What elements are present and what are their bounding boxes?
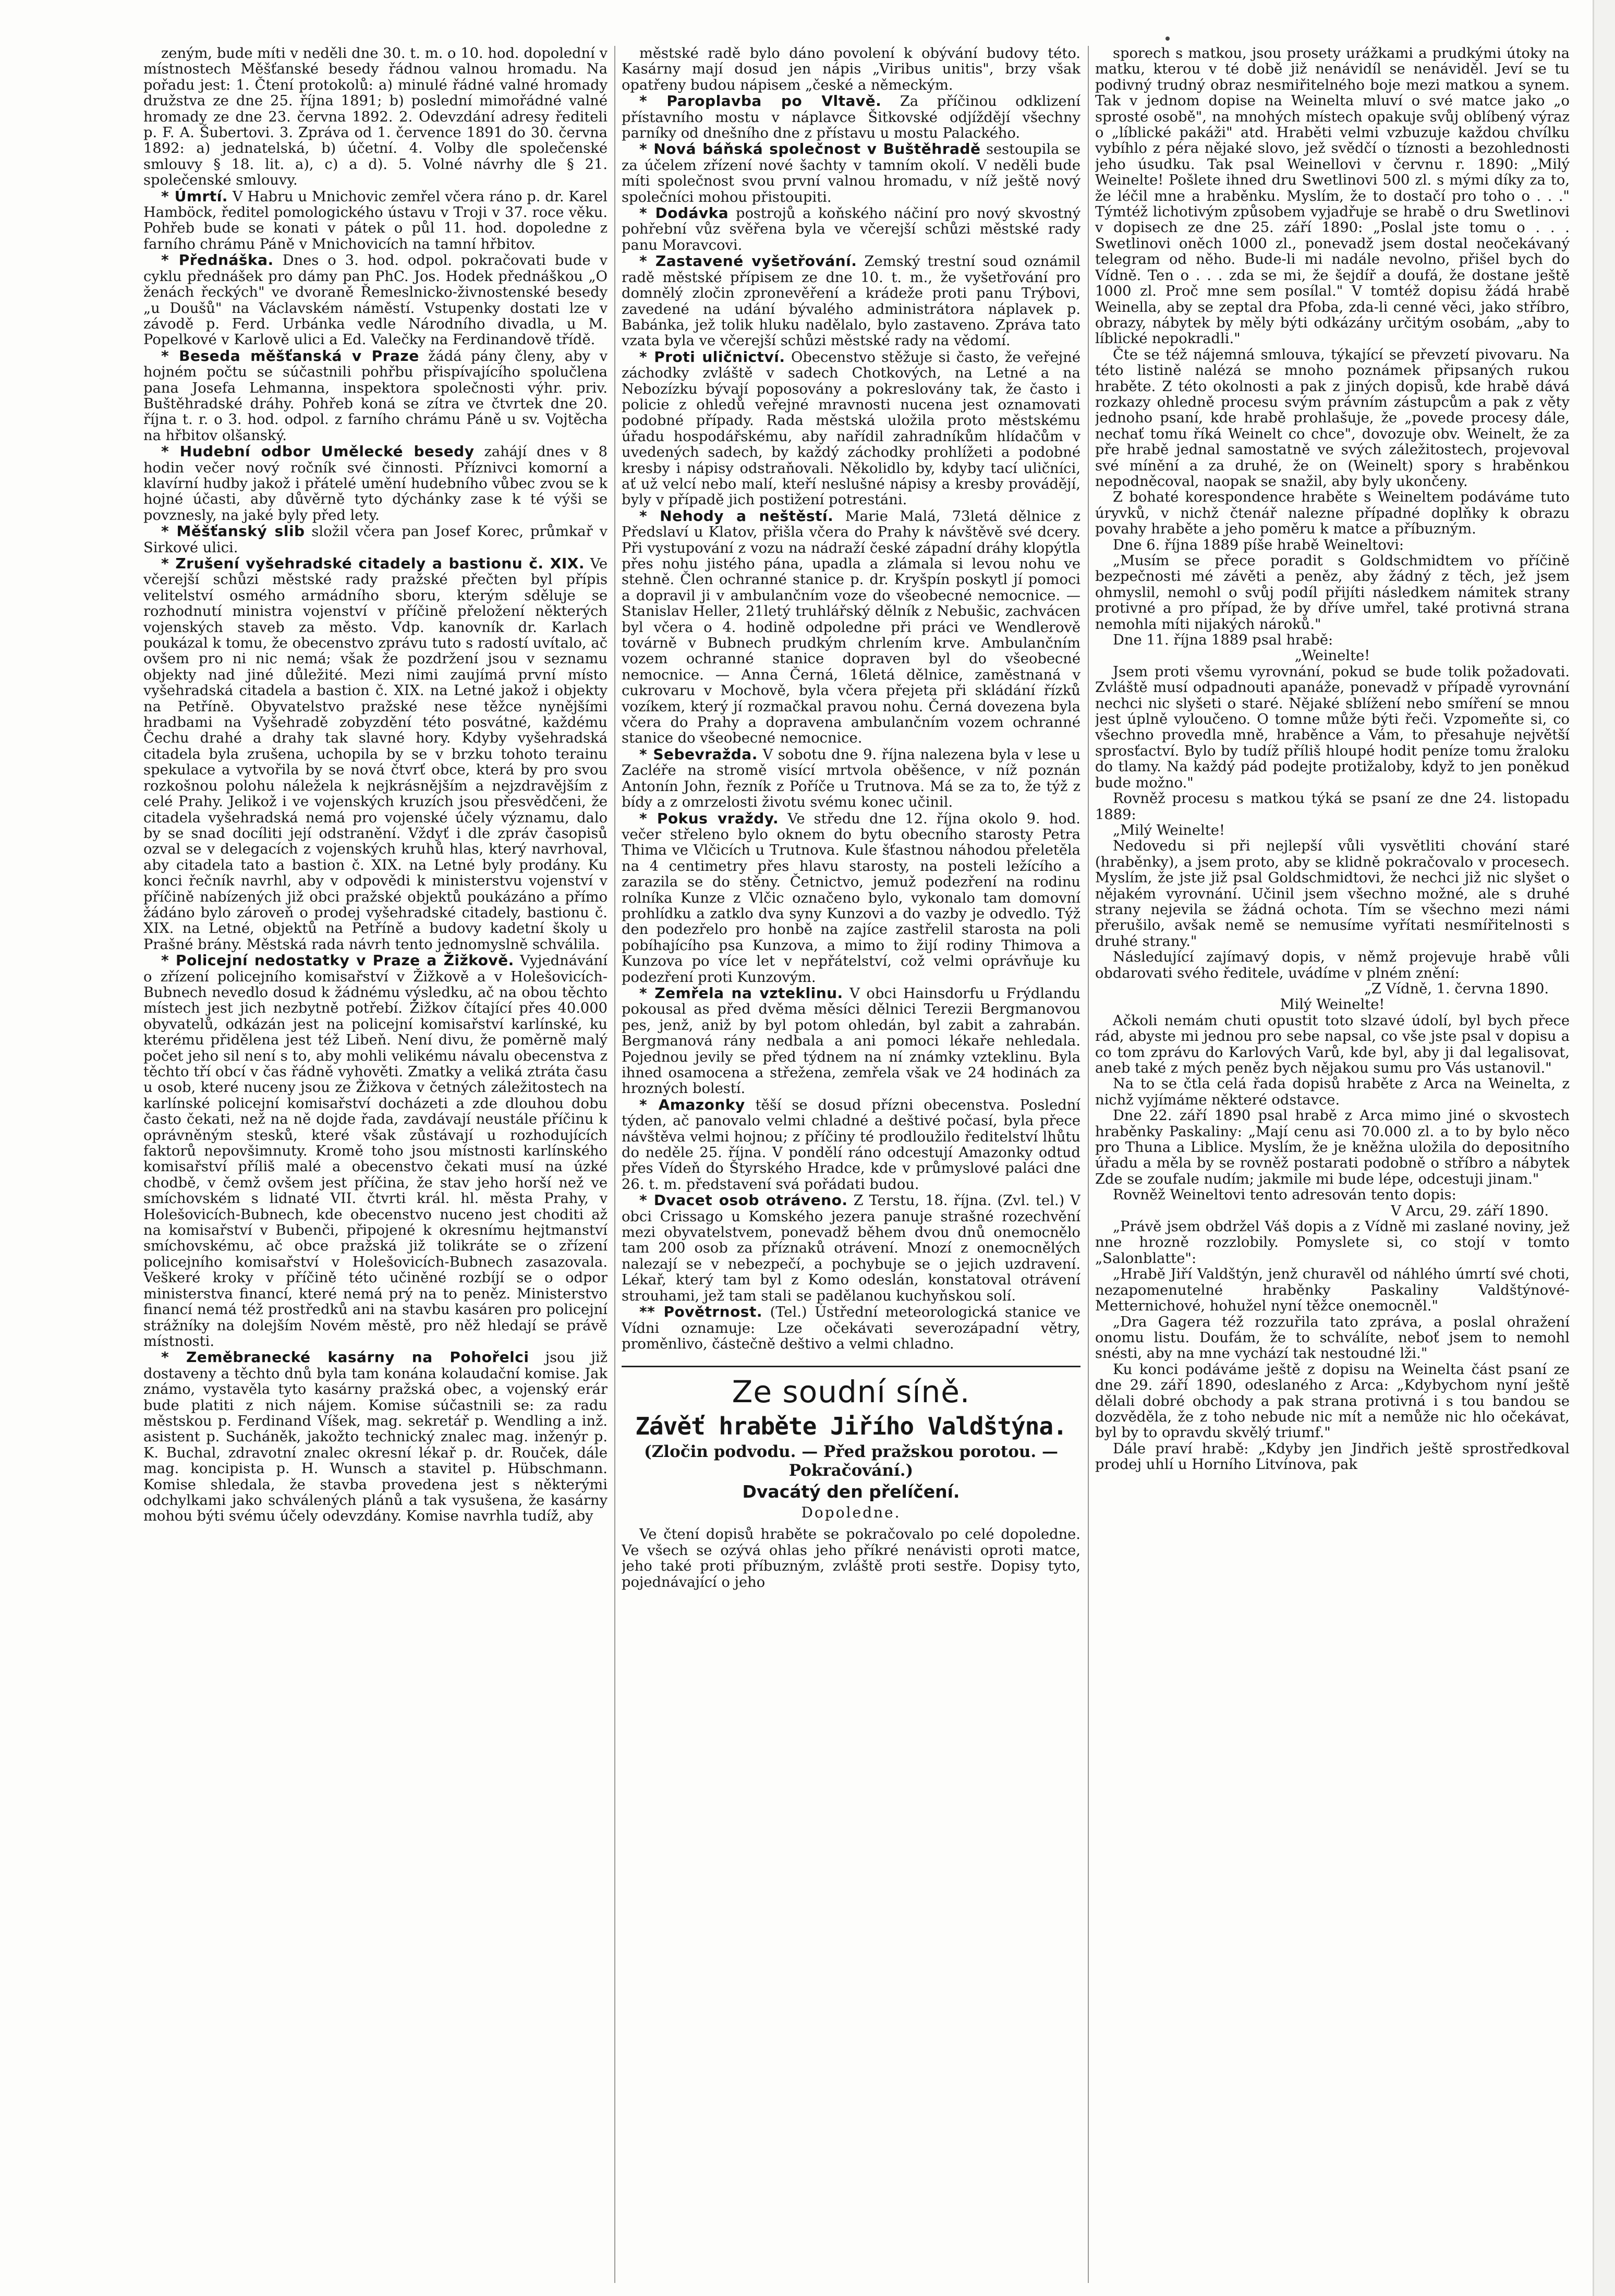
article-paragraph <box>143 348 608 444</box>
quote-heading: Milý Weinelte! <box>1280 997 1385 1013</box>
article-text: Jsem proti všemu vyrovnání, pokud se bude tolik požadovati. Zvláště musí odpadnouti apanáže, ponevadž v případě vyrovnání nechci nic slyšeti o staré. Nějaké sblížení nebo smíření se mnou jest úplně vyloučeno. O tomne může býti řeči. Vzpomeňte si, co všechno provedla mně, hraběnce a Vám, to přesahuje největší sprosťactví. Bylo by tudíž příliš hloupé hodit peníze tomu žraloku do tlamy. Na každý pád podejte protižaloby, když to jen poněkud bude možno." <box>1095 663 1570 791</box>
article-paragraph <box>622 508 1080 747</box>
article-heading: * Policejní nedostatky v Praze a Žižkově. <box>161 952 514 969</box>
column-rule <box>1088 46 1089 2283</box>
article-text: sporech s matkou, jsou prosety urážkami a prudkými útoky na matku, kterou v té době již nenávidíl se nenáviděl. Jeví se tu podivný trudný obraz nesmiřitelného boje mezi matkou a synem. Tak v jednom dopise na Weinelta mluví o své matce jako „o sprosté osobě", na mnohých místech opakuje svůj oblíbený výraz o „líblické pakáži" atd. Hraběti velmi vzbuzuje každou chvílku vybíhlo z péra nějaké slovo, jež svědčí o tíznosti a bezohlednosti jeho úsudku. Tak psal Weinellovi v červnu r. 1890: „Milý Weinelte! Pošlete ihned dru Swetlinovi 500 zl. s mými díky za to, že léčil mne a hraběnku. Myslím, že to dostačí pro toho o . . ." Týmtéž lichotivým způsobem vyjadřuje se hrabě o dru Swetlinovi v dopisech ze dne 25. září 1890: „Poslal jste tomu o . . . Swetlinovi oněch 1000 zl., ponevadž jsem dostal neočekávaný telegram od něho. Bude-li mi nadále nevolno, přišel bych do Vídně. Ten o . . . zda se mi, že šejdíř a doufá, že dostane ještě 1000 zl. Proč mne sem posílal." V tomtéž dopisu žádá hrabě Weinella, aby se zeptal dra Pfoba, zda-li cenné věci, jako stříbro, obrazy, nábytek by měly býti odkázány určitým osobám, „aby to líblické nepokradli." <box>1095 46 1570 347</box>
article-heading: * Proti uličnictví. <box>639 348 785 366</box>
section-subtitle: Závěť hraběte Jiřího Valdštýna. <box>635 1412 1067 1441</box>
article-paragraph <box>143 46 608 189</box>
article-text: Dne 6. října 1889 píše hrabě Weineltovi: <box>1113 537 1404 553</box>
quote-heading: „Weinelte! <box>1294 648 1370 664</box>
article-text: „Hrabě Jiří Valdštýn, jenž churavěl od náhlého úmrtí své choti, nezapomenutelné hraběnky Paskaliny Valdštýnové-Metternichové, hohužel nyní těžce onemocněl." <box>1095 1266 1570 1315</box>
section-line: Dopoledne. <box>801 1504 901 1522</box>
article-text: „Milý Weinelte! <box>1113 822 1225 839</box>
article-text: „Musím se přece poradit s Goldschmidtem vo příčině bezpečnosti mé závěti a peněz, aby žádný z těch, jež jsem ohmyslil, nemohl o svůj podíl přijíti následkem námitek strany protivné a pro případ, že by dříve umřel, také protivná strana nemohla míti nijakých nároků." <box>1095 553 1570 633</box>
article-paragraph <box>143 953 608 1350</box>
article-text: Marie Malá, 73letá dělnice z Předslaví u Klatov, přišla včera do Prahy k návštěvě své dcery. Při vystupování z vozu na nádraží české západní dráhy klopýtla přes nohu jistého pána, upadla a zlámala si levou nohu ve stehně. Člen ochranné stanice p. dr. Kryšpín poskytl jí pomoci a dopravil ji v ambulančním voze do všeobecné nemocnice. — Stanislav Heller, 21letý truhlářský dělník z Nebušic, zachvácen byl včera o 4. hodině odpoledne při práci ve Wendlerově továrně v Bubnech prudkým chrlením krve. Ambulančním vozem ochranné stanice dopraven byl do všeobecné nemocnice. — Anna Černá, 16letá dělnice, zaměstnaná v cukrovaru v Mochově, byla včera přejeta při skládání řízků vozíkem, který jí rozmačkal pravou nohu. Černá dovezena byla včera do Prahy a dopravena ambulančním vozem ochranné stanice do všeobecné nemocnice. <box>622 508 1080 747</box>
article-heading: ** Povětrnost. <box>639 1303 762 1321</box>
article-paragraph <box>622 46 1080 93</box>
article-text: Vyjednávání o zřízení policejního komisařství v Žižkově a v Holešovicích-Bubnech nevedlo dosud k žádnému výsledku, ač na obou těchto místech jest jich nezbytně potřebí. Žižkov čítající přes 40.000 obyvatelů, odkázán jest na policejní komisařství karlínské, ku kterému přidělena jest též Libeň. Není divu, že poměrně malý počet jeho sil není s to, aby mohli velikému návalu obecenstva z těchto tří obcí v čas řádně vyhověti. Zmatky a veliká ztráta času u osob, které nuceny jsou ze Žižkova v četných záležitostech na karlínské policejní komisařství docházeti a zde dlouhou dobu často čekati, než na ně dojde řada, zavdávají neustále příčinu k oprávněným stesků, které však zůstávají u rozhodujících faktorů nepovšimnuty. Kromě toho jsou místnosti karlínského komisařství příliš malé a obecenstvo čekati musí na úzké chodbě, v čemž ovšem jest příčina, že stav jeho horší než ve smíchovském s lidnaté VII. čtvrti král. hl. města Prahy, v Holešovicích-Bubnech, kde obecenstvo nuceno jest choditi až na komisařství v Bubenči, připojené k okresnímu hejtmanství smíchovskému, ač obce pražská již tolikráte se o zřízení policejního komisařství v Holešovicích-Bubnech zasazovala. Veškeré kroky v příčině této učiněné rozbíjí se o odpor ministerstva financí, které nemá prý na to peněz. Ministerstvo financí nemá též prostředků ani na stavbu kasáren pro policejní strážníky na dolejším Novém městě, pro něž hledají se právě místnosti. <box>143 953 608 1350</box>
column-3 <box>1095 46 1570 2283</box>
article-paragraph <box>622 1304 1080 1352</box>
article-text: Nedovedu si při nejlepší vůli vysvětliti chování staré (hraběnky), a jsem proto, aby se klidně pokračovalo v procesech. Myslím, že jste již psal Goldschmidtovi, že nechci již nic slyšet o nějakém vyrovnání. Učinil jsem všechno možné, ale s druhé strany nejevila se žádná ochota. Tím se všechno mezi námi přerušilo, avšak nemě se nemusíme vyřítati nesmířitelnosti s druhé strany." <box>1095 838 1570 950</box>
court-section-header <box>622 1366 1080 1522</box>
article-paragraph <box>1095 839 1570 950</box>
article-paragraph <box>1095 1267 1570 1314</box>
article-text: „Právě jsem obdržel Váš dopis a z Vídně mi zaslané noviny, jež nne hrozně rozzlobily. Pomyslete si, co stojí v tomto „Salonblatte": <box>1095 1219 1570 1267</box>
article-heading: * Hudební odbor Umělecké besedy <box>161 443 475 460</box>
article-paragraph <box>143 444 608 524</box>
article-text: jsou již dostaveny a těchto dnů byla tam konána kolaudační komise. Jak známo, vystavěla tyto kasárny pražská obec, a vojenský erár bude platiti z nich nájem. Komise súčastnili se: za radu městskou p. Ferdinand Víšek, mag. sekretář p. Wendling a inž. asistent p. Sucháněk, jakožto technický znalec mag. inženýr p. K. Buchal, zdravotní znalec okresní lékař p. dr. Rouček, dále mag. koncipista p. H. Wunsch a stavitel p. Hübschmann. Komise shledala, že stavba provedena jest s některými odchylkami jako schválených plánů a tak vysušena, že kasárny mohou býti svému účely odevzdány. Komise navrhla tudíž, aby <box>143 1350 608 1525</box>
article-text: Ve včerejší schůzi městské rady pražské přečten byl přípis velitelství osmého armádního sboru, kterým sděluje se rozhodnutí ministra vojenství v příčině přeložení některých vojenských staveb za město. Vdp. kanovník dr. Karlach poukázal k tomu, že obecenstvo zprávu tuto s radostí uvítalo, ač ovšem pro ni nic nemá; však že pozdržení jsou v seznamu objekty nad jiné důležité. Mezi nimi zaujímá první místo vyšehradská citadela a bastion č. XIX. na Letné jakož i objekty na Petříně. Obyvatelstvo pražské nese těžce nynějšími hradbami na Vyšehradě zobyzdění této posvátné, každému Čechu drahé a drahy tak slavné hory. Kdyby vyšehradská citadela byla zrušena, uchopila by se v brzku tohoto terainu spekulace a vytvořila by se nová čtvrť obce, která by pro svou rozkošnou polohu náležela k nejkrásnějším a nejzdravějším z celé Prahy. Jelikož i ve vojenských kruzích jsou přesvědčeni, že citadela vyšehradská nemá pro vojenské účely významu, dalo by se snad docíliti její odstranění. Vždyť i dle zpráv časopisů ozval se v delegacích z vojenských kruhů hlas, který navrhoval, aby citadela tato a bastion č. XIX. na Letné byly prodány. Ku konci řečník navrhl, aby v odpovědi k ministerstvu vojenství v příčině nabízených již obci pražské objektů poukázáno a přímo žádáno bylo zároveň o prodej vyšehradské citadely, bastionu č. XIX. na Letné, objektů na Petříně a budovy kadetní školy u Prašné brány. Městská rada návrh tento jednomyslně schválila. <box>143 556 608 953</box>
article-text: V obci Hainsdorfu u Frýdlandu pokousal as před dvěma měsíci dělnici Terezii Bergmanovou pes, jenž, aniž by byl potom ohledán, byl zabit a zahrabán. Bergmanová rány nedbala a ani pomoci lékaře nehledala. Pojednou jevily se před týdnem na ní známky vzteklinu. Byla ihned osamocena a střežena, zemřela však ve 24 hodinách za hrozných bolestí. <box>622 985 1080 1097</box>
article-paragraph <box>622 986 1080 1097</box>
article-text: žádá pány členy, aby v hojném počtu se súčastnili pohřbu přispívajícího spolučlena pana Josefa Lehmanna, inspektora společnosti výhr. priv. Buštěhradské dráhy. Pohřeb koná se zítra ve čtvrtek dne 20. října t. r. o 3. hod. odpol. z farního chrámu Páně u sv. Vojtěcha na hřbitov olšanský. <box>143 348 608 444</box>
article-paragraph <box>1095 1108 1570 1187</box>
article-paragraph <box>622 1527 1080 1590</box>
article-heading: * Zemřela na vzteklinu. <box>639 984 843 1002</box>
article-heading: * Zastavené vyšetřování. <box>639 252 857 270</box>
article-paragraph <box>143 556 608 953</box>
article-text: Ačkoli nemám chuti opustit toto slzavé údolí, byl bych přece rád, abyste mi jednou pro sebe napsal, co vše jste psal v dopisu a co tom zprávu do Karlových Varů, kde byl, aby ji dal legalisovat, aneb také z mých peněz bych nějakou sumu pro Vás ustanovil." <box>1095 1012 1570 1076</box>
article-paragraph <box>1095 1315 1570 1362</box>
article-text: Zemský trestní soud oznámil radě městské přípisem ze dne 10. t. m., že vyšetřování pro domnělý zločin zpronevěření a krádeže proti panu Trýbovi, zavedené na udání bývalého administrátora náplavek p. Babánka, jež tolik hluku nadělalo, bylo zastaveno. Zpráva tato vzata byla ve včerejší schůzi městské rady na vědomí. <box>622 253 1080 349</box>
article-paragraph <box>1095 1187 1570 1203</box>
article-paragraph <box>1095 347 1570 490</box>
article-heading: * Paroplavba po Vltavě. <box>639 92 882 110</box>
section-title: Ze soudní síně. <box>732 1374 970 1410</box>
article-text: Dne 11. října 1889 psal hrabě: <box>1113 632 1333 649</box>
article-heading: * Úmrtí. <box>161 187 228 205</box>
page-edge <box>1593 0 1615 2296</box>
article-heading: * Nová báňská společnost v Buštěhradě <box>639 140 981 158</box>
article-text: postrojů a koňského náčiní pro nový skvostný pohřební vůz svěřena byla ve včerejší schůzi městské rady panu Moravcovi. <box>622 205 1080 253</box>
article-heading: * Dvacet osob otráveno. <box>639 1192 848 1209</box>
article-heading: * Zrušení vyšehradské citadely a bastionu č. XIX. <box>161 555 585 572</box>
article-paragraph <box>1095 664 1570 791</box>
article-heading: * Beseda měšťanská v Praze <box>161 347 419 365</box>
article-text: V sobotu dne 9. října nalezena byla v lese u Zacléře na stromě visící mrtvola oběšence, v níž poznán Antonín John, řezník z Poříče u Trutnova. Má se za to, že týž z bídy a z omrzelosti životu svému konec učinil. <box>622 746 1080 811</box>
article-heading: * Měšťanský slib <box>161 523 305 540</box>
column-rule <box>614 46 615 2283</box>
article-text: zeným, bude míti v neděli dne 30. t. m. o 10. hod. dopolední v místnostech Měšťanské besedy řádnou valnou hromadu. Na pořadu jest: 1. Čtení protokolů: a) minulé řádné valné hromady družstva ze dne 25. října 1891; b) poslední mimořádné valné hromady ze dne 23. června 1892. 2. Odevzdání adresy řediteli p. F. A. Šubertovi. 3. Zpráva od 1. července 1891 do 30. června 1892: a) jednatelská, b) účetní. 4. Volby dle společenské smlouvy § 18. lit. a), c) a d). 5. Volné návrhy dle § 21. společenské smlouvy. <box>143 46 608 189</box>
article-heading: * Přednáška. <box>161 251 274 269</box>
article-text: Rovněž procesu s matkou týká se psaní ze dne 24. listopadu 1889: <box>1095 791 1570 823</box>
article-text: městské radě bylo dáno povolení k obývání budovy této. Kasárny mají dosud jen nápis „Viribus unitis", brzy však opatřeny budou nápisem „české a německým. <box>622 46 1080 93</box>
article-paragraph <box>1095 1076 1570 1108</box>
article-paragraph <box>1095 1441 1570 1473</box>
letter-dateline: „Z Vídně, 1. června 1890. <box>1364 980 1549 997</box>
article-paragraph <box>622 141 1080 205</box>
article-text: sestoupila se za účelem zřízení nové šachty v tamním okolí. V neděli bude míti společnost svou první valnou hromadu, v níž ještě nový společníci mohou přistoupiti. <box>622 141 1080 205</box>
article-heading: * Pokus vraždy. <box>639 809 779 827</box>
letter-dateline: V Arcu, 29. září 1890. <box>1391 1202 1549 1219</box>
article-text: Ve středu dne 12. října okolo 9. hod. večer střeleno bylo oknem do bytu obecního starosty Petra Thima ve Vlčicích u Trutnova. Kule šťastnou náhodou přeletěla na 4 centimetry přes hlavu starosty, na posteli ležícího a zarazila se do stěny. Četnictvo, jemuž podezření na rodinu rolníka Kunze z Vlčic označeno bylo, vykonalo tam domovní prohlídku a zatklo dva syny Kunzovi a do vazby je odvedlo. Týž den podezřelo pro honbě na zajíce zastřelil starosta na poli pobíhajícího psa Kunzova, a mimo to žijí rodiny Thimova a Kunzova po více let v nepřátelství, což velmi oprávňuje ku podezření proti Kunzovým. <box>622 810 1080 986</box>
article-heading: * Zeměbranecké kasárny na Pohořelci <box>161 1349 529 1366</box>
article-heading: * Nehody a neštěstí. <box>639 507 834 525</box>
article-text: Dále praví hrabě: „Kdyby jen Jindřich ještě sprostředkoval prodej uhlí u Horního Litvínova, pak <box>1095 1440 1570 1473</box>
article-text: zahájí dnes v 8 hodin večer nový ročník své činnosti. Příznivci komorní a klavírní hudby jakož i přátelé umění hudebního vůbec zvou se k hojné účasti, aby důvěrně tyto dýchánky zase k té výši se povznesly, na jaké byly před lety. <box>143 444 608 524</box>
article-text: Z bohaté korespondence hraběte s Weineltem podáváme tuto úryvků, v nichž čtenář nalezne případné doplňky k obrazu povahy hraběte a jeho poměru k matce a příbuzným. <box>1095 489 1570 538</box>
article-text: V Habru u Mnichovic zemřel včera ráno p. dr. Karel Hamböck, ředitel pomologického ústavu v Troji v 37. roce věku. Pohřeb bude se konati v pátek o půl 11. hod. dopoledne z farního chrámu Páně v Mnichovicích na tamní hřbitov. <box>143 188 608 252</box>
article-text: Rovněž Weineltovi tento adresován tento dopis: <box>1113 1187 1456 1204</box>
article-paragraph <box>143 252 608 348</box>
article-paragraph <box>622 205 1080 253</box>
article-paragraph <box>1095 791 1570 823</box>
article-text: Čte se též nájemná smlouva, týkající se převzetí pivovaru. Na této listině nalézá se mnoho poznámek připsaných rukou hraběte. Z této okolnosti a pak z jiných dopisů, kde hrabě dává rozkazy ohledně procesu svým právním zástupcům a pak z věty jednoho psaní, kde hrabě prohlašuje, že „povede procesy dále, nechať tomu říká Weinelt co chce", dovozuje obv. Weinelt, že za pře hrabě jednal samostatně ve svých záležitostech, projevoval své mínění a za druhé, že on (Weinelt) spory s hraběnkou nepodněcoval, naopak se snažil, aby byly ukončeny. <box>1095 346 1570 490</box>
column-2 <box>622 46 1080 2283</box>
article-text: těší se dosud přízni obecenstva. Poslední týden, ač panovalo velmi chladné a deštivé počasí, byla přece návštěva velmi hojnou; z příčiny té prodloužilo ředitelství lhůtu do neděle 25. října. V pondělí ráno odcestují Amazonky odtud přes Vídeň do Štyrského Hradce, kde v průmyslové paláci dne 26. t. m. představení svá pořádati budou. <box>622 1097 1080 1193</box>
article-paragraph <box>143 189 608 253</box>
article-paragraph <box>1095 823 1570 839</box>
article-paragraph <box>1095 633 1570 648</box>
article-paragraph <box>1095 490 1570 537</box>
article-paragraph <box>1095 1013 1570 1077</box>
section-line: Dvacátý den přelíčení. <box>742 1481 960 1502</box>
article-text: Dne 22. září 1890 psal hrabě z Arca mimo jiné o skvostech hraběnky Paskaliny: „Mají cenu asi 70.000 zl. a to by bylo něco pro Thuna a Liblice. Myslím, že je kněžna uložila do depositního úřadu a měla by se rovněž postarati podobně o stříbro a nábytek Zde se zoufale nudím; jakmile mi bude lépe, odcestuji jinam." <box>1095 1108 1570 1187</box>
article-text: Obecenstvo stěžuje si často, že veřejné záchodky zvláště v sadech Chotkových, na Letné a na Nebozízku bývají poposovány a pokreslovány tak, že často i policie z ohledů veřejné mravnosti nucena jest oznamovati podobné případy. Rada městská uložila proto městskému úřadu hospodářskému, aby nařídil zahradníkům hlídačům v uvedených sadech, by každý záchodky prohlížeti a podobné kresby i nápisy odstraňovali. Několidlo by, kdyby tací uličníci, ať už velcí nebo malí, kteří neslušné nápisy a kresby provádějí, byly v případě jich postižení potrestáni. <box>622 349 1080 508</box>
article-paragraph <box>1095 1219 1570 1267</box>
article-paragraph <box>622 1193 1080 1304</box>
article-text: Následující zajímavý dopis, v němž projevuje hrabě vůli obdarovati svého ředitele, uvádíme v plném znění: <box>1095 949 1570 981</box>
article-heading: * Dodávka <box>639 204 729 222</box>
article-paragraph <box>1095 1362 1570 1441</box>
article-text: Ve čtení dopisů hraběte se pokračovalo po celé dopoledne. Ve všech se ozývá ohlas jeho příkré nenávisti oproti matce, jeho také proti příbuzným, zvláště proti sestře. Dopisy tyto, pojednávající o jeho <box>622 1526 1080 1590</box>
article-paragraph <box>622 747 1080 811</box>
article-text: Na to se čtla celá řada dopisů hraběte z Arca na Weinelta, z nichž vyjímáme některé odstavce. <box>1095 1076 1570 1108</box>
article-paragraph <box>1095 46 1570 347</box>
article-paragraph <box>1095 950 1570 981</box>
article-heading: * Sebevražda. <box>639 745 758 763</box>
article-text: „Dra Gagera též rozzuřila tato zpráva, a poslal ohražení onomu listu. Doufám, že to schválíte, neboť jsem to nemohl snésti, aby na mne vychází tak nestoudné lži." <box>1095 1314 1570 1362</box>
article-heading: * Amazonky <box>639 1096 745 1113</box>
article-text: Za příčinou odklizení přístavního mostu v náplavce Šitkovské odjíždějí všechny parníky od dnešního dne z přístavu u mostu Palackého. <box>622 93 1080 142</box>
article-paragraph <box>143 1350 608 1524</box>
article-paragraph <box>143 524 608 556</box>
column-1 <box>143 46 608 2283</box>
section-line: (Zločin podvodu. — Před pražskou porotou. — Pokračování.) <box>644 1442 1058 1480</box>
article-text: (Tel.) Ústřední meteorologická stanice ve Vídni oznamuje: Lze očekávati severozápadní větry, proměnlivo, částečně deštivo a velmi chladno. <box>622 1304 1080 1352</box>
article-paragraph <box>1095 538 1570 553</box>
article-paragraph <box>1095 553 1570 633</box>
page-mark <box>1165 37 1170 41</box>
article-paragraph <box>622 811 1080 986</box>
article-text: složil včera pan Josef Korec, průmkař v Sirkové ulici. <box>143 524 608 556</box>
article-paragraph <box>622 93 1080 141</box>
article-text: Ku konci podáváme ještě z dopisu na Weinelta část psaní ze dne 29. září 1890, odeslaného z Arca: „Kdybychom nyní ještě dělali dobré obchody a pak strana protivná i s tou bandou se dozvěděla, že z toho nebude nic mít a nemůže nic hlo očekávat, byl by to opravdu skvělý triumf." <box>1095 1361 1570 1441</box>
article-text: Z Terstu, 18. října. (Zvl. tel.) V obci Crissago u Komského jezera panuje strašné rozechvění mezi obyvatelstvem, ponevadž během dvou dnů onemocnělo tam 200 osob za příznaků otrávení. Mnozí z onemocnělých nalezají se v nebezpečí, a pochybuje se o jejich uzdravení. Lékař, který tam byl z Komo odeslán, konstatoval otrávení strouhami, jež tam stali se padělanou kuchyňskou solí. <box>622 1193 1080 1304</box>
article-paragraph <box>622 1097 1080 1193</box>
article-text: Dnes o 3. hod. odpol. pokračovati bude v cyklu přednášek pro dámy pan PhC. Jos. Hodek přednáškou „O ženách řeckých" ve dvoraně Řemeslnicko-živnostenské besedy „u Doušů" na Václavském náměstí. Vstupenky dostati lze v závodě p. Ferd. Urbánka vedle Národního divadla, u M. Popelkové v Karlově ulici a Ed. Valečky na Ferdinandově třídě. <box>143 252 608 348</box>
article-paragraph <box>622 349 1080 508</box>
article-paragraph <box>622 253 1080 349</box>
